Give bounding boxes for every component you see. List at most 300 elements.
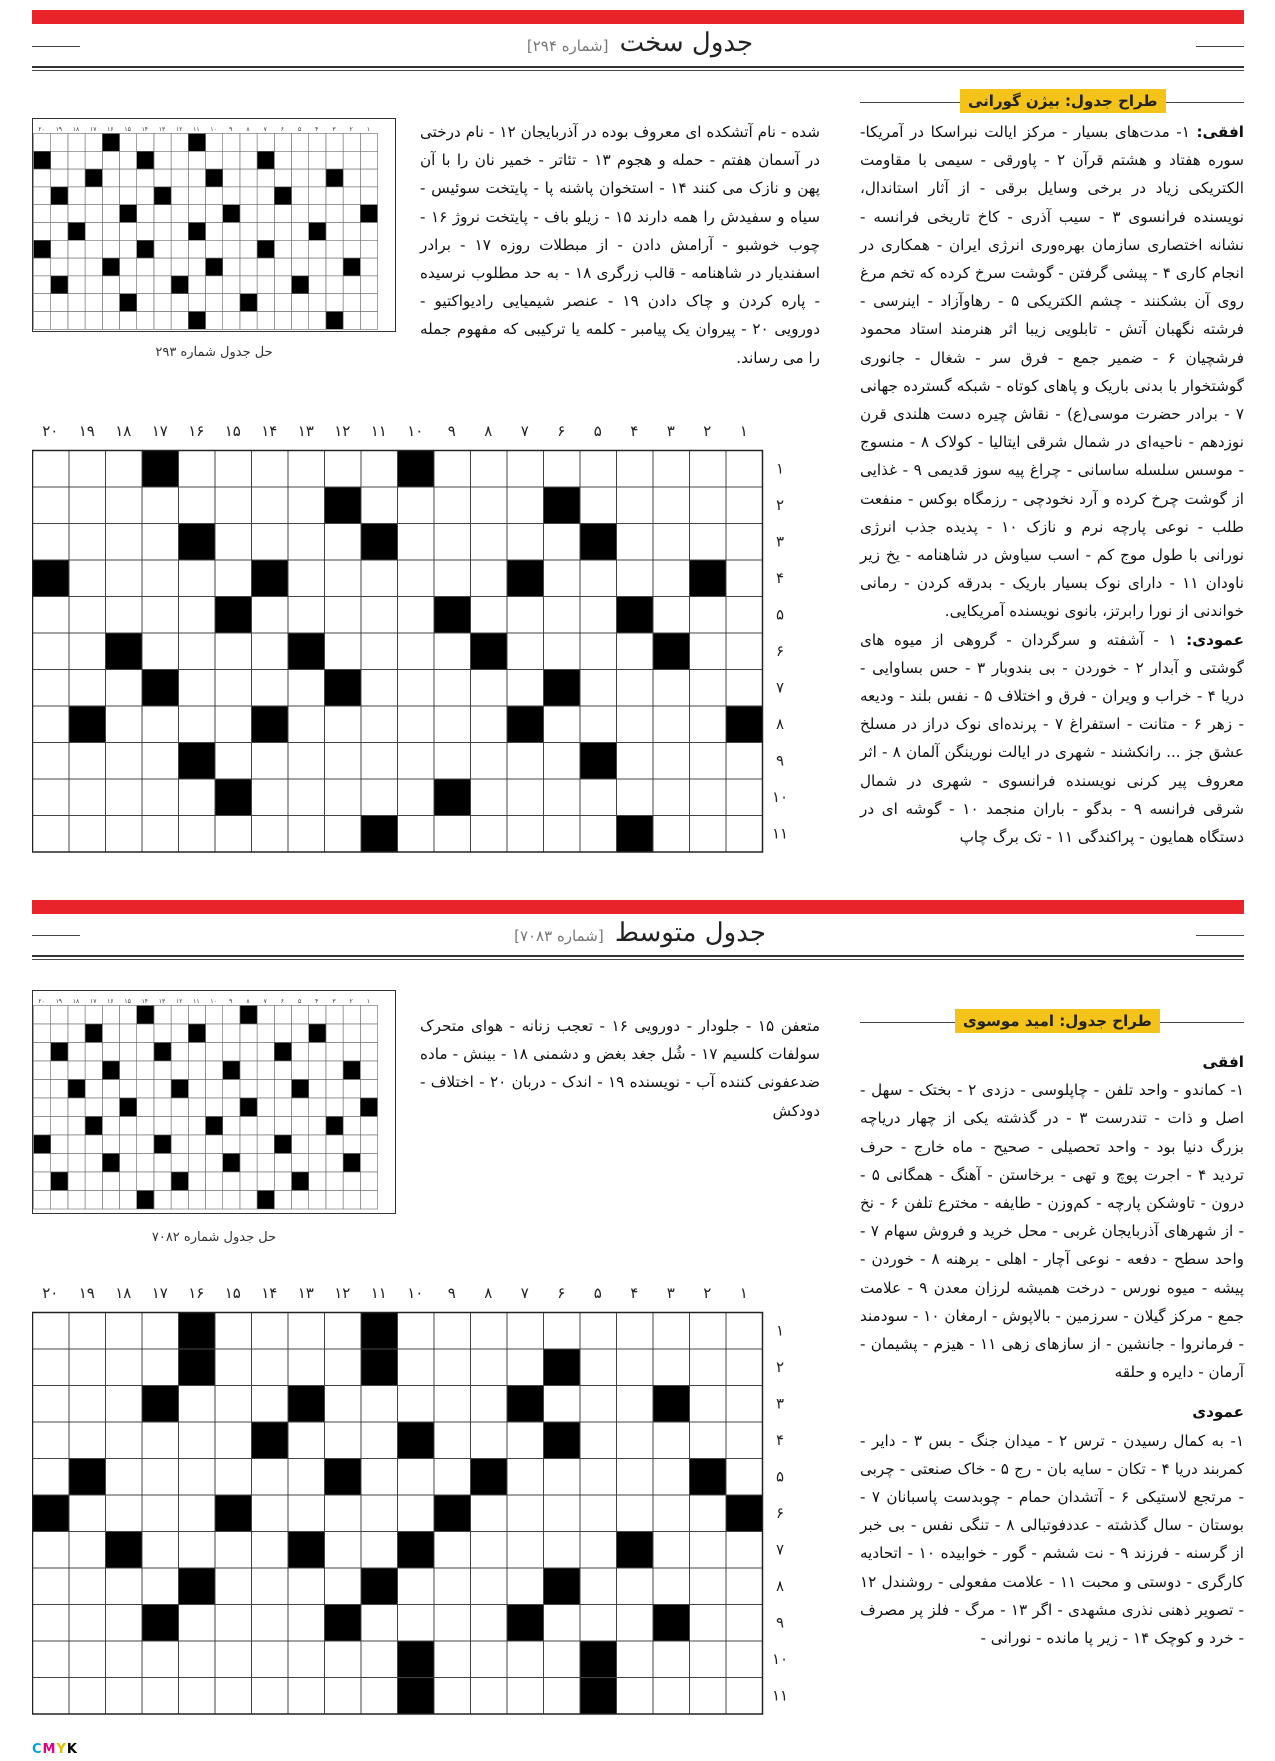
medium-grid-cell[interactable] bbox=[252, 1459, 289, 1496]
medium-grid-cell[interactable] bbox=[252, 1386, 289, 1423]
hard-grid-cell[interactable] bbox=[361, 451, 398, 488]
medium-grid-cell[interactable] bbox=[544, 1313, 581, 1350]
hard-grid-cell[interactable] bbox=[361, 597, 398, 634]
hard-grid-cell[interactable] bbox=[142, 816, 179, 853]
medium-grid-cell[interactable] bbox=[507, 1313, 544, 1350]
medium-grid-cell[interactable] bbox=[507, 1568, 544, 1605]
hard-grid-cell[interactable] bbox=[288, 816, 325, 853]
medium-grid-cell[interactable] bbox=[507, 1641, 544, 1678]
medium-grid-cell[interactable] bbox=[252, 1349, 289, 1386]
hard-grid-cell[interactable] bbox=[252, 487, 289, 524]
hard-grid-cell[interactable] bbox=[653, 816, 690, 853]
medium-grid-cell[interactable] bbox=[69, 1678, 106, 1715]
hard-grid-cell[interactable] bbox=[288, 670, 325, 707]
medium-grid-cell[interactable] bbox=[288, 1605, 325, 1642]
medium-grid-cell[interactable] bbox=[361, 1386, 398, 1423]
medium-grid-cell[interactable] bbox=[617, 1386, 654, 1423]
medium-grid-cell[interactable] bbox=[33, 1678, 70, 1715]
hard-grid-cell[interactable] bbox=[690, 706, 727, 743]
medium-grid-cell[interactable] bbox=[179, 1422, 216, 1459]
hard-grid-cell[interactable] bbox=[617, 706, 654, 743]
medium-grid-cell[interactable] bbox=[142, 1678, 179, 1715]
medium-grid-cell[interactable] bbox=[106, 1605, 143, 1642]
hard-grid-cell[interactable] bbox=[653, 451, 690, 488]
medium-grid-cell[interactable] bbox=[288, 1313, 325, 1350]
hard-grid-cell[interactable] bbox=[726, 779, 763, 816]
hard-grid-cell[interactable] bbox=[252, 816, 289, 853]
hard-grid-cell[interactable] bbox=[434, 670, 471, 707]
medium-grid-cell[interactable] bbox=[361, 1678, 398, 1715]
hard-grid-cell[interactable] bbox=[361, 670, 398, 707]
medium-grid-cell[interactable] bbox=[690, 1386, 727, 1423]
medium-grid-cell[interactable] bbox=[471, 1568, 508, 1605]
medium-grid-cell[interactable] bbox=[690, 1349, 727, 1386]
hard-grid-cell[interactable] bbox=[690, 633, 727, 670]
hard-grid-cell[interactable] bbox=[288, 597, 325, 634]
medium-grid-cell[interactable] bbox=[544, 1678, 581, 1715]
hard-grid-cell[interactable] bbox=[471, 487, 508, 524]
medium-grid-cell[interactable] bbox=[690, 1568, 727, 1605]
medium-grid-cell[interactable] bbox=[653, 1678, 690, 1715]
hard-grid-cell[interactable] bbox=[69, 560, 106, 597]
medium-grid-cell[interactable] bbox=[179, 1678, 216, 1715]
medium-grid-cell[interactable] bbox=[434, 1459, 471, 1496]
medium-grid-cell[interactable] bbox=[434, 1422, 471, 1459]
medium-grid-cell[interactable] bbox=[33, 1386, 70, 1423]
hard-grid-cell[interactable] bbox=[325, 816, 362, 853]
hard-grid-cell[interactable] bbox=[471, 779, 508, 816]
medium-grid-cell[interactable] bbox=[617, 1349, 654, 1386]
medium-grid-cell[interactable] bbox=[142, 1422, 179, 1459]
medium-grid-cell[interactable] bbox=[471, 1422, 508, 1459]
medium-grid-cell[interactable] bbox=[361, 1605, 398, 1642]
hard-grid-cell[interactable] bbox=[252, 451, 289, 488]
hard-grid-cell[interactable] bbox=[434, 560, 471, 597]
hard-grid-cell[interactable] bbox=[580, 706, 617, 743]
medium-grid-cell[interactable] bbox=[580, 1386, 617, 1423]
hard-grid-cell[interactable] bbox=[142, 487, 179, 524]
hard-grid-cell[interactable] bbox=[106, 524, 143, 561]
medium-grid-cell[interactable] bbox=[690, 1313, 727, 1350]
medium-grid-cell[interactable] bbox=[653, 1313, 690, 1350]
medium-grid-cell[interactable] bbox=[142, 1349, 179, 1386]
hard-grid-cell[interactable] bbox=[726, 560, 763, 597]
medium-grid-cell[interactable] bbox=[398, 1568, 435, 1605]
hard-grid-cell[interactable] bbox=[106, 743, 143, 780]
medium-grid-cell[interactable] bbox=[398, 1605, 435, 1642]
medium-grid-cell[interactable] bbox=[398, 1495, 435, 1532]
medium-grid-cell[interactable] bbox=[325, 1313, 362, 1350]
hard-grid-cell[interactable] bbox=[179, 779, 216, 816]
medium-grid-cell[interactable] bbox=[142, 1459, 179, 1496]
hard-grid-cell[interactable] bbox=[471, 597, 508, 634]
hard-grid-cell[interactable] bbox=[726, 743, 763, 780]
medium-grid-cell[interactable] bbox=[215, 1349, 252, 1386]
hard-grid-cell[interactable] bbox=[653, 670, 690, 707]
hard-grid-cell[interactable] bbox=[507, 779, 544, 816]
medium-grid-cell[interactable] bbox=[507, 1678, 544, 1715]
medium-grid-cell[interactable] bbox=[434, 1678, 471, 1715]
hard-grid-cell[interactable] bbox=[544, 633, 581, 670]
hard-grid-cell[interactable] bbox=[398, 706, 435, 743]
hard-grid-cell[interactable] bbox=[215, 816, 252, 853]
medium-grid-cell[interactable] bbox=[69, 1641, 106, 1678]
hard-grid-cell[interactable] bbox=[544, 524, 581, 561]
hard-grid-cell[interactable] bbox=[33, 597, 70, 634]
hard-grid-cell[interactable] bbox=[507, 524, 544, 561]
medium-grid-cell[interactable] bbox=[252, 1313, 289, 1350]
medium-grid-cell[interactable] bbox=[106, 1386, 143, 1423]
hard-grid-cell[interactable] bbox=[142, 560, 179, 597]
medium-grid-cell[interactable] bbox=[252, 1678, 289, 1715]
hard-grid-cell[interactable] bbox=[288, 743, 325, 780]
hard-crossword-grid[interactable] bbox=[32, 420, 822, 870]
hard-grid-cell[interactable] bbox=[507, 743, 544, 780]
hard-grid-cell[interactable] bbox=[690, 670, 727, 707]
hard-grid-cell[interactable] bbox=[398, 597, 435, 634]
hard-grid-cell[interactable] bbox=[325, 779, 362, 816]
hard-grid-cell[interactable] bbox=[361, 743, 398, 780]
hard-grid-cell[interactable] bbox=[471, 524, 508, 561]
hard-grid-cell[interactable] bbox=[580, 670, 617, 707]
medium-grid-cell[interactable] bbox=[215, 1605, 252, 1642]
medium-grid-cell[interactable] bbox=[617, 1568, 654, 1605]
medium-grid-cell[interactable] bbox=[215, 1641, 252, 1678]
medium-grid-cell[interactable] bbox=[215, 1459, 252, 1496]
hard-grid-cell[interactable] bbox=[617, 779, 654, 816]
hard-grid-cell[interactable] bbox=[252, 779, 289, 816]
medium-grid-cell[interactable] bbox=[33, 1568, 70, 1605]
medium-grid-cell[interactable] bbox=[653, 1532, 690, 1569]
hard-grid-cell[interactable] bbox=[653, 597, 690, 634]
medium-grid-cell[interactable] bbox=[471, 1532, 508, 1569]
medium-grid-cell[interactable] bbox=[471, 1641, 508, 1678]
medium-grid-cell[interactable] bbox=[653, 1568, 690, 1605]
hard-grid-cell[interactable] bbox=[69, 670, 106, 707]
medium-grid-cell[interactable] bbox=[69, 1313, 106, 1350]
medium-grid-cell[interactable] bbox=[252, 1532, 289, 1569]
medium-grid-cell[interactable] bbox=[726, 1349, 763, 1386]
medium-grid-cell[interactable] bbox=[544, 1495, 581, 1532]
medium-grid-cell[interactable] bbox=[580, 1349, 617, 1386]
hard-grid-cell[interactable] bbox=[106, 487, 143, 524]
hard-grid-cell[interactable] bbox=[215, 633, 252, 670]
hard-grid-cell[interactable] bbox=[288, 779, 325, 816]
hard-grid-cell[interactable] bbox=[33, 670, 70, 707]
medium-grid-cell[interactable] bbox=[653, 1349, 690, 1386]
hard-grid-cell[interactable] bbox=[288, 524, 325, 561]
medium-grid-cell[interactable] bbox=[361, 1459, 398, 1496]
hard-grid-cell[interactable] bbox=[434, 451, 471, 488]
medium-grid-cell[interactable] bbox=[33, 1349, 70, 1386]
hard-grid-cell[interactable] bbox=[361, 706, 398, 743]
hard-grid-cell[interactable] bbox=[288, 451, 325, 488]
hard-grid-cell[interactable] bbox=[179, 706, 216, 743]
medium-grid-cell[interactable] bbox=[726, 1605, 763, 1642]
medium-grid-cell[interactable] bbox=[471, 1495, 508, 1532]
hard-grid-cell[interactable] bbox=[106, 706, 143, 743]
medium-grid-cell[interactable] bbox=[215, 1568, 252, 1605]
hard-grid-cell[interactable] bbox=[33, 524, 70, 561]
medium-grid-cell[interactable] bbox=[580, 1568, 617, 1605]
hard-grid-cell[interactable] bbox=[544, 779, 581, 816]
hard-grid-cell[interactable] bbox=[325, 743, 362, 780]
hard-grid-cell[interactable] bbox=[33, 633, 70, 670]
hard-grid-cell[interactable] bbox=[33, 451, 70, 488]
hard-grid-cell[interactable] bbox=[471, 670, 508, 707]
hard-grid-cell[interactable] bbox=[580, 487, 617, 524]
medium-grid-cell[interactable] bbox=[288, 1349, 325, 1386]
medium-grid-cell[interactable] bbox=[325, 1568, 362, 1605]
medium-crossword-grid[interactable] bbox=[32, 1282, 822, 1740]
medium-grid-cell[interactable] bbox=[33, 1532, 70, 1569]
medium-grid-cell[interactable] bbox=[580, 1459, 617, 1496]
medium-grid-cell[interactable] bbox=[398, 1313, 435, 1350]
medium-grid-cell[interactable] bbox=[106, 1678, 143, 1715]
medium-grid-cell[interactable] bbox=[288, 1495, 325, 1532]
medium-grid-cell[interactable] bbox=[544, 1605, 581, 1642]
hard-grid-cell[interactable] bbox=[179, 633, 216, 670]
hard-grid-cell[interactable] bbox=[252, 597, 289, 634]
hard-grid-cell[interactable] bbox=[106, 816, 143, 853]
hard-grid-cell[interactable] bbox=[179, 451, 216, 488]
hard-grid-cell[interactable] bbox=[179, 816, 216, 853]
hard-grid-cell[interactable] bbox=[617, 560, 654, 597]
hard-grid-cell[interactable] bbox=[690, 597, 727, 634]
medium-grid-cell[interactable] bbox=[580, 1605, 617, 1642]
hard-grid-cell[interactable] bbox=[361, 487, 398, 524]
medium-grid-cell[interactable] bbox=[690, 1641, 727, 1678]
medium-grid-cell[interactable] bbox=[471, 1678, 508, 1715]
medium-grid-cell[interactable] bbox=[434, 1641, 471, 1678]
medium-grid-cell[interactable] bbox=[142, 1313, 179, 1350]
medium-grid-cell[interactable] bbox=[726, 1678, 763, 1715]
hard-grid-cell[interactable] bbox=[69, 633, 106, 670]
hard-grid-cell[interactable] bbox=[617, 670, 654, 707]
medium-grid-cell[interactable] bbox=[617, 1678, 654, 1715]
hard-grid-cell[interactable] bbox=[690, 524, 727, 561]
medium-grid-cell[interactable] bbox=[726, 1422, 763, 1459]
hard-grid-cell[interactable] bbox=[361, 633, 398, 670]
medium-grid-cell[interactable] bbox=[690, 1422, 727, 1459]
medium-grid-cell[interactable] bbox=[33, 1313, 70, 1350]
hard-grid-cell[interactable] bbox=[653, 487, 690, 524]
hard-grid-cell[interactable] bbox=[690, 487, 727, 524]
hard-grid-cell[interactable] bbox=[507, 816, 544, 853]
medium-grid-cell[interactable] bbox=[106, 1568, 143, 1605]
medium-grid-cell[interactable] bbox=[653, 1422, 690, 1459]
medium-grid-cell[interactable] bbox=[69, 1495, 106, 1532]
hard-grid-cell[interactable] bbox=[617, 524, 654, 561]
medium-grid-cell[interactable] bbox=[252, 1568, 289, 1605]
medium-grid-cell[interactable] bbox=[325, 1641, 362, 1678]
medium-grid-cell[interactable] bbox=[142, 1641, 179, 1678]
medium-grid-cell[interactable] bbox=[69, 1349, 106, 1386]
hard-grid-cell[interactable] bbox=[215, 560, 252, 597]
medium-grid-cell[interactable] bbox=[106, 1641, 143, 1678]
hard-grid-cell[interactable] bbox=[471, 560, 508, 597]
hard-grid-cell[interactable] bbox=[252, 633, 289, 670]
medium-grid-cell[interactable] bbox=[434, 1386, 471, 1423]
medium-grid-cell[interactable] bbox=[325, 1532, 362, 1569]
medium-grid-cell[interactable] bbox=[580, 1532, 617, 1569]
hard-grid-cell[interactable] bbox=[69, 816, 106, 853]
medium-grid-cell[interactable] bbox=[215, 1532, 252, 1569]
hard-grid-cell[interactable] bbox=[69, 524, 106, 561]
hard-grid-cell[interactable] bbox=[215, 451, 252, 488]
medium-grid-cell[interactable] bbox=[252, 1641, 289, 1678]
medium-grid-cell[interactable] bbox=[33, 1641, 70, 1678]
hard-grid-cell[interactable] bbox=[434, 524, 471, 561]
medium-grid-cell[interactable] bbox=[617, 1459, 654, 1496]
hard-grid-cell[interactable] bbox=[361, 779, 398, 816]
hard-grid-cell[interactable] bbox=[179, 670, 216, 707]
medium-grid-cell[interactable] bbox=[69, 1422, 106, 1459]
hard-grid-cell[interactable] bbox=[726, 670, 763, 707]
hard-grid-cell[interactable] bbox=[179, 597, 216, 634]
hard-grid-cell[interactable] bbox=[33, 816, 70, 853]
medium-grid-cell[interactable] bbox=[325, 1422, 362, 1459]
medium-grid-cell[interactable] bbox=[398, 1349, 435, 1386]
medium-grid-cell[interactable] bbox=[179, 1532, 216, 1569]
medium-grid-cell[interactable] bbox=[361, 1532, 398, 1569]
hard-grid-cell[interactable] bbox=[653, 706, 690, 743]
medium-grid-cell[interactable] bbox=[325, 1386, 362, 1423]
hard-grid-cell[interactable] bbox=[544, 816, 581, 853]
medium-grid-cell[interactable] bbox=[434, 1532, 471, 1569]
hard-grid-cell[interactable] bbox=[106, 560, 143, 597]
hard-grid-cell[interactable] bbox=[398, 633, 435, 670]
hard-grid-cell[interactable] bbox=[142, 633, 179, 670]
hard-grid-cell[interactable] bbox=[142, 706, 179, 743]
hard-grid-cell[interactable] bbox=[142, 597, 179, 634]
hard-grid-cell[interactable] bbox=[580, 597, 617, 634]
medium-grid-cell[interactable] bbox=[288, 1678, 325, 1715]
medium-grid-cell[interactable] bbox=[726, 1313, 763, 1350]
hard-grid-cell[interactable] bbox=[726, 451, 763, 488]
hard-grid-cell[interactable] bbox=[726, 524, 763, 561]
hard-grid-cell[interactable] bbox=[726, 633, 763, 670]
hard-grid-cell[interactable] bbox=[653, 560, 690, 597]
hard-grid-cell[interactable] bbox=[617, 487, 654, 524]
medium-grid-cell[interactable] bbox=[398, 1459, 435, 1496]
medium-grid-cell[interactable] bbox=[215, 1386, 252, 1423]
medium-grid-cell[interactable] bbox=[580, 1495, 617, 1532]
medium-grid-cell[interactable] bbox=[690, 1495, 727, 1532]
medium-grid-cell[interactable] bbox=[142, 1532, 179, 1569]
hard-grid-cell[interactable] bbox=[507, 451, 544, 488]
hard-grid-cell[interactable] bbox=[69, 779, 106, 816]
medium-grid-cell[interactable] bbox=[33, 1459, 70, 1496]
medium-grid-cell[interactable] bbox=[507, 1459, 544, 1496]
hard-grid-cell[interactable] bbox=[653, 743, 690, 780]
medium-grid-cell[interactable] bbox=[690, 1678, 727, 1715]
medium-grid-cell[interactable] bbox=[142, 1495, 179, 1532]
hard-grid-cell[interactable] bbox=[580, 779, 617, 816]
hard-grid-cell[interactable] bbox=[325, 706, 362, 743]
medium-grid-cell[interactable] bbox=[69, 1568, 106, 1605]
hard-grid-cell[interactable] bbox=[215, 487, 252, 524]
medium-grid-cell[interactable] bbox=[726, 1459, 763, 1496]
medium-grid-cell[interactable] bbox=[690, 1605, 727, 1642]
hard-grid-cell[interactable] bbox=[544, 597, 581, 634]
medium-grid-cell[interactable] bbox=[69, 1386, 106, 1423]
hard-grid-cell[interactable] bbox=[69, 487, 106, 524]
hard-grid-cell[interactable] bbox=[507, 633, 544, 670]
hard-grid-cell[interactable] bbox=[690, 743, 727, 780]
medium-grid-cell[interactable] bbox=[69, 1532, 106, 1569]
hard-grid-cell[interactable] bbox=[398, 487, 435, 524]
medium-grid-cell[interactable] bbox=[288, 1422, 325, 1459]
medium-grid-cell[interactable] bbox=[288, 1641, 325, 1678]
hard-grid-cell[interactable] bbox=[580, 816, 617, 853]
hard-grid-cell[interactable] bbox=[69, 597, 106, 634]
hard-grid-cell[interactable] bbox=[507, 487, 544, 524]
hard-grid-cell[interactable] bbox=[434, 706, 471, 743]
hard-grid-cell[interactable] bbox=[106, 779, 143, 816]
hard-grid-cell[interactable] bbox=[507, 597, 544, 634]
medium-grid-cell[interactable] bbox=[617, 1605, 654, 1642]
hard-grid-cell[interactable] bbox=[252, 670, 289, 707]
medium-grid-cell[interactable] bbox=[69, 1605, 106, 1642]
medium-grid-cell[interactable] bbox=[471, 1605, 508, 1642]
medium-grid-cell[interactable] bbox=[252, 1495, 289, 1532]
medium-grid-cell[interactable] bbox=[106, 1422, 143, 1459]
hard-grid-cell[interactable] bbox=[690, 779, 727, 816]
hard-grid-cell[interactable] bbox=[544, 706, 581, 743]
medium-grid-cell[interactable] bbox=[726, 1386, 763, 1423]
medium-grid-cell[interactable] bbox=[580, 1422, 617, 1459]
hard-grid-cell[interactable] bbox=[215, 743, 252, 780]
hard-grid-cell[interactable] bbox=[106, 597, 143, 634]
hard-grid-cell[interactable] bbox=[653, 524, 690, 561]
medium-grid-cell[interactable] bbox=[33, 1605, 70, 1642]
medium-grid-cell[interactable] bbox=[471, 1349, 508, 1386]
hard-grid-cell[interactable] bbox=[142, 524, 179, 561]
medium-grid-cell[interactable] bbox=[288, 1568, 325, 1605]
hard-grid-cell[interactable] bbox=[617, 451, 654, 488]
medium-grid-cell[interactable] bbox=[179, 1605, 216, 1642]
hard-grid-cell[interactable] bbox=[398, 524, 435, 561]
hard-grid-cell[interactable] bbox=[726, 597, 763, 634]
medium-grid-cell[interactable] bbox=[434, 1313, 471, 1350]
hard-grid-cell[interactable] bbox=[726, 487, 763, 524]
medium-grid-cell[interactable] bbox=[179, 1495, 216, 1532]
hard-grid-cell[interactable] bbox=[325, 560, 362, 597]
hard-grid-cell[interactable] bbox=[179, 487, 216, 524]
medium-grid-cell[interactable] bbox=[325, 1495, 362, 1532]
medium-grid-cell[interactable] bbox=[471, 1313, 508, 1350]
hard-grid-cell[interactable] bbox=[617, 633, 654, 670]
hard-grid-cell[interactable] bbox=[434, 487, 471, 524]
medium-grid-cell[interactable] bbox=[179, 1459, 216, 1496]
hard-grid-cell[interactable] bbox=[544, 451, 581, 488]
medium-grid-cell[interactable] bbox=[544, 1532, 581, 1569]
medium-grid-cell[interactable] bbox=[617, 1313, 654, 1350]
hard-grid-cell[interactable] bbox=[69, 451, 106, 488]
hard-grid-cell[interactable] bbox=[142, 779, 179, 816]
hard-grid-cell[interactable] bbox=[726, 816, 763, 853]
medium-grid-cell[interactable] bbox=[726, 1568, 763, 1605]
medium-grid-cell[interactable] bbox=[580, 1313, 617, 1350]
hard-grid-cell[interactable] bbox=[252, 743, 289, 780]
medium-grid-cell[interactable] bbox=[325, 1349, 362, 1386]
hard-grid-cell[interactable] bbox=[690, 816, 727, 853]
hard-grid-cell[interactable] bbox=[580, 560, 617, 597]
medium-grid-cell[interactable] bbox=[544, 1459, 581, 1496]
hard-grid-cell[interactable] bbox=[361, 560, 398, 597]
hard-grid-cell[interactable] bbox=[215, 524, 252, 561]
